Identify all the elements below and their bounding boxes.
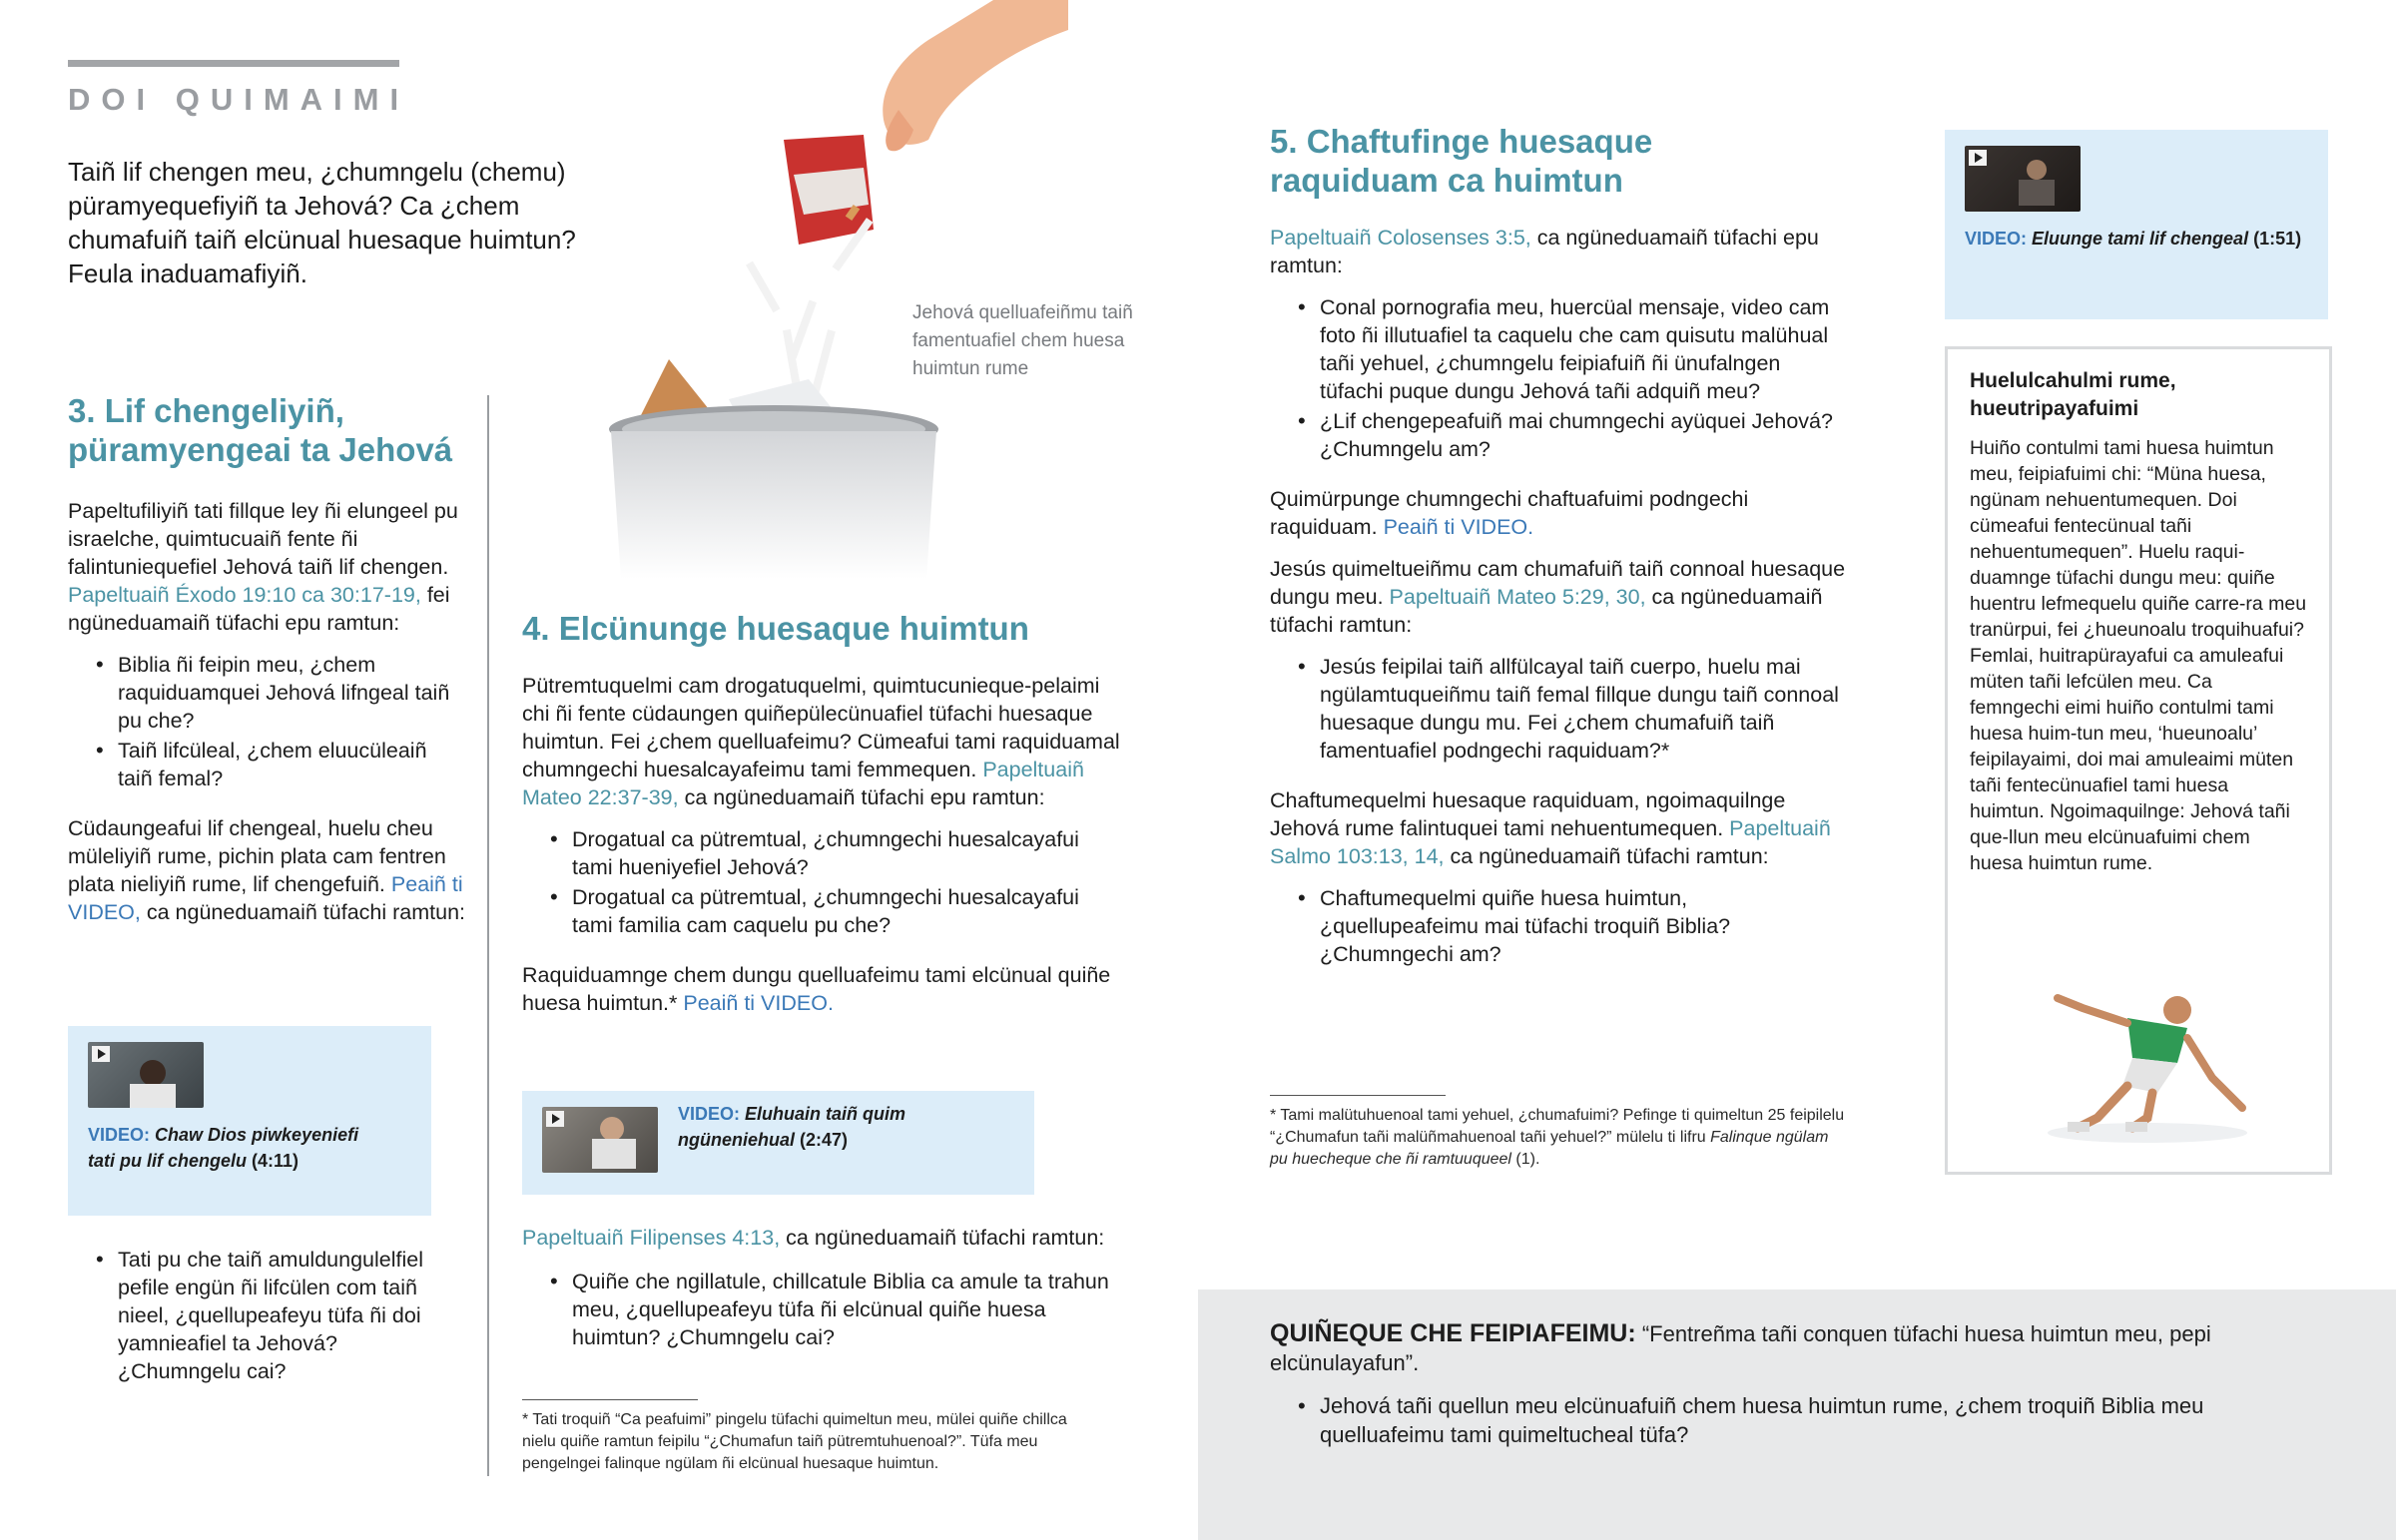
footnote-rule (522, 1399, 698, 1400)
section-4-paragraph-1: Pütremtuquelmi cam drogatuquelmi, quimtucunieque-pelaimi chi ñi fente cüdaungen quiñepülecünuafiel tüfachi huesaque huimtun. Fei ¿chem quelluafeimu? Cümeafui tami raquiduamal chumngechi huesalcayafeimu tami femmequen. Papeltuaiñ Mateo 22:37-39, ca ngüneduamaiñ tüfachi epu ramtun: (522, 674, 1120, 809)
section-3-bullets (96, 651, 467, 792)
section-5-bullets (1298, 293, 1849, 463)
kicker-title: DOI QUIMAIMI (68, 82, 410, 117)
video-box-chaw-dios[interactable] (68, 1026, 431, 1216)
footnote-right: * Tami malütuhuenoal tami yehuel, ¿chumafuimi? Pefinge ti quimeltun 25 feipilelu “¿Chumafun tañi malüñmahuenoal tañi yehuel?” mülelu ti lifru Falinque ngülam pu huecheque che ñi ramtuuqueel (1). (1270, 1107, 1845, 1168)
section-4-bullets (550, 825, 1121, 939)
list-item: • Chaftumequelmi quiñe huesa huimtun, ¿quellupeafeimu mai tüfachi troquiñ Biblia? ¿Chumngechi am? (1298, 884, 1849, 968)
footnote-left: * Tati troquiñ “Ca peafuimi” pingelu tüfachi quimeltun meu, mülei quiñe chillca nielu quiñe ramtun feipilu “¿Chumafun taiñ pütremtuhuenoal?”. Tüfa meu pengelngei falinque ngülam ñi elcünual huesaque huimtun. (522, 1411, 1067, 1472)
video-link[interactable]: Peaiñ ti VIDEO, (68, 872, 463, 924)
summary-bullets (1298, 1391, 2268, 1449)
section-3-paragraph-2: Cüdaungeafui lif chengeal, huelu cheu müleliyiñ rume, pichin plata cam fentren plata nieliyiñ rume, lif chengefuiñ. Peaiñ ti VIDEO, ca ngüneduamaiñ tüfachi ramtun: (68, 816, 465, 924)
sidebar-content (1948, 349, 2329, 894)
sidebar-box (1945, 346, 2332, 1175)
list-item: • Jesús feipilai taiñ allfülcayal taiñ cuerpo, huelu mai ngülamtuqueiñmu taiñ femal fillque dungu taiñ connoal huesaque dungu mu. Fei ¿chem chumafuiñ taiñ famentuafiel podngechi raquiduam?* (1298, 653, 1849, 765)
section-5-paragraph-4: Chaftumequelmi huesaque raquiduam, ngoimaquilnge Jehová rume falintuquei tami nehuentumequen. Papeltuaiñ Salmo 103:13, 14, ca ngüneduamaiñ tüfachi ramtun: (1270, 788, 1831, 868)
scripture-ref-exodo[interactable]: Papeltuaiñ Éxodo 19:10 ca 30:17-19, (68, 583, 421, 607)
section-3-paragraph-1: Papeltufiliyiñ tati fillque ley ñi elungeel pu israelche, quimtucuaiñ fente ñi falintuniequefiel Jehová taiñ lif chengen. Papeltuaiñ Éxodo 19:10 ca 30:17-19, fei ngüneduamaiñ tüfachi epu ramtun: (68, 499, 458, 635)
scripture-ref-mateo-5[interactable]: Papeltuaiñ Mateo 5:29, 30, (1389, 585, 1646, 609)
section-4 (522, 609, 1121, 1017)
section-4-bullets-2 (550, 1268, 1121, 1351)
intro-paragraph: Taiñ lif chengen meu, ¿chumngelu (chemu) püramyequefiyiñ ta Jehová? Ca ¿chem chumafuiñ taiñ elcünual huesaque huimtun? Feula inaduamafiyiñ. (68, 157, 576, 288)
video-box-eluunge[interactable] (1945, 130, 2328, 319)
play-icon[interactable] (92, 1046, 110, 1062)
section-5-paragraph-1: Papeltuaiñ Colosenses 3:5, ca ngüneduamaiñ tüfachi epu ramtun: (1270, 226, 1819, 277)
section-4-body-2 (522, 1224, 1121, 1351)
section-3-bullets-2 (96, 1246, 459, 1385)
scripture-ref-salmo[interactable]: Papeltuaiñ Salmo 103:13, 14, (1270, 816, 1831, 868)
section-4-title: 4. Elcünunge huesaque huimtun (522, 610, 1029, 647)
video-label: VIDEO: Chaw Dios piwkeyeniefi tati pu lif chengelu (4:11) (88, 1125, 359, 1171)
video-thumbnail[interactable] (1965, 146, 2081, 212)
section-5-paragraph-3: Jesús quimeltueiñmu cam chumafuiñ taiñ connoal huesaque dungu meu. Papeltuaiñ Mateo 5:29, 30, ca ngüneduamaiñ tüfachi ramtun: (1270, 557, 1846, 637)
list-item: • Jehová tañi quellun meu elcünuafuiñ chem huesa huimtun rume, ¿chem troquiñ Biblia meu quelluafeimu tami quimeltucheal tüfa? (1298, 1391, 2268, 1449)
section-3 (68, 391, 467, 926)
section-5-title: 5. Chaftufinge huesaque raquiduam ca huimtun (1270, 123, 1653, 199)
hand-shape (883, 0, 1068, 145)
list-item: • Tati pu che taiñ amuldungulelfiel pefile engün ñi lifcülen com taiñ nieel, ¿quellupeafeyu tüfa ñi doi yamnieafiel ta Jehová? ¿Chumngelu cai? (96, 1246, 459, 1385)
section-5 (1270, 122, 1849, 968)
summary-band (1198, 1289, 2396, 1540)
scripture-ref-colosenses[interactable]: Papeltuaiñ Colosenses 3:5, (1270, 226, 1531, 250)
list-item: • Quiñe che ngillatule, chillcatule Biblia ca amule ta trahun meu, ¿quellupeafeyu tüfa ñi elcünual quiñe huesa huimtun? ¿Chumngelu cai? (550, 1268, 1121, 1351)
section-5-bullets-3 (1298, 884, 1849, 968)
video-label: VIDEO: Eluhuain taiñ quim ngüneniehual (2:47) (678, 1104, 906, 1150)
section-5-paragraph-2: Quimürpunge chumngechi chaftuafuimi podngechi raquiduam. Peaiñ ti VIDEO. (1270, 487, 1749, 539)
play-icon[interactable] (1969, 150, 1987, 166)
sidebar-title: Huelulcahulmi rume, hueutripayafuimi (1970, 369, 2176, 420)
scripture-ref-filipenses[interactable]: Papeltuaiñ Filipenses 4:13, (522, 1226, 781, 1250)
kicker-rule (68, 60, 399, 67)
footnote-rule (1270, 1095, 1446, 1096)
list-item: • Conal pornografia meu, huercüal mensaje, video cam foto ñi illutuafiel ta caquelu che cam quisutu malühual tañi yehuel, ¿chumngelu feipiafuiñ ñi ünufalngen tüfachi puque dungu Jehová tañi adquiñ meu? (1298, 293, 1849, 405)
section-3-title: 3. Lif chengeliyiñ, püramyengeai ta Jehová (68, 392, 453, 468)
column-divider (487, 395, 489, 1476)
list-item: • Drogatual ca pütremtual, ¿chumngechi huesalcayafui tami familia cam caquelu pu che? (550, 883, 1121, 939)
video-thumbnail[interactable] (88, 1042, 204, 1108)
list-item: • Biblia ñi feipin meu, ¿chem raquiduamquei Jehová lifngeal taiñ pu che? (96, 651, 467, 735)
list-item: • Taiñ lifcüleal, ¿chem eluucüleaiñ taiñ femal? (96, 737, 467, 792)
video-link[interactable]: Peaiñ ti VIDEO. (1383, 515, 1534, 539)
video-box-eluhuain[interactable] (522, 1091, 1034, 1195)
play-icon[interactable] (546, 1111, 564, 1127)
section-4-body (522, 672, 1121, 1017)
summary-statement: QUIÑEQUE CHE FEIPIAFEIMU: “Fentreñma tañi conquen tüfachi huesa huimtun meu, pepi elcünulayafun”. (1270, 1319, 2211, 1375)
trash-bin (611, 431, 936, 579)
list-item: • ¿Lif chengepeafuiñ mai chumngechi ayüquei Jehová? ¿Chumngelu am? (1298, 407, 1849, 463)
summary-content (1270, 1319, 2268, 1449)
sidebar-text: Huiño contulmi tami huesa huimtun meu, feipiafuimi chi: “Müna huesa, ngünam nehuentumequen. Doi cümeafui fentecünual tañi nehuentumequen”. Huelu raqui-duamnge tüfachi dungu meu: quiñe huentru lefmequelu quiñe carre-ra meu tranürpui, fei ¿hueunoalu troquihuafui? Femlai, huitrapürayafui ca amuleafui müten tañi lefcülen meu. Ca femngechi eimi huiño contulmi tami huesa huim-tun meu, ‘hueunoalu’ feipilayaimi, doi mai amuleaimi müten tañi fentecünuafiel tami huesa huimtun. Ngoimaquilnge: Jehová tañi que-llun meu elcünuafuimi chem huesa huimtun rume. (1970, 437, 2307, 874)
video-label: VIDEO: Eluunge tami lif chengeal (1:51) (1965, 229, 2302, 249)
video-thumbnail[interactable] (542, 1107, 658, 1173)
section-4-paragraph-2: Raquiduamnge chem dungu quelluafeimu tami elcünual quiñe huesa huimtun.* Peaiñ ti VIDEO. (522, 963, 1111, 1015)
runner-illustration (2028, 968, 2267, 1148)
section-4-paragraph-3: Papeltuaiñ Filipenses 4:13, ca ngüneduamaiñ tüfachi ramtun: (522, 1226, 1105, 1250)
list-item: • Drogatual ca pütremtual, ¿chumngechi huesalcayafui tami hueniyefiel Jehová? (550, 825, 1121, 881)
section-3-body (68, 497, 467, 926)
section-5-body (1270, 224, 1849, 968)
scripture-ref-mateo-22[interactable]: Papeltuaiñ Mateo 22:37-39, (522, 758, 1084, 809)
image-caption: Jehová quelluafeiñmu taiñ famentuafiel chem huesa huimtun rume (912, 302, 1133, 379)
video-link[interactable]: Peaiñ ti VIDEO. (683, 991, 834, 1015)
section-5-bullets-2 (1298, 653, 1849, 765)
trash-can-illustration (599, 0, 1068, 579)
